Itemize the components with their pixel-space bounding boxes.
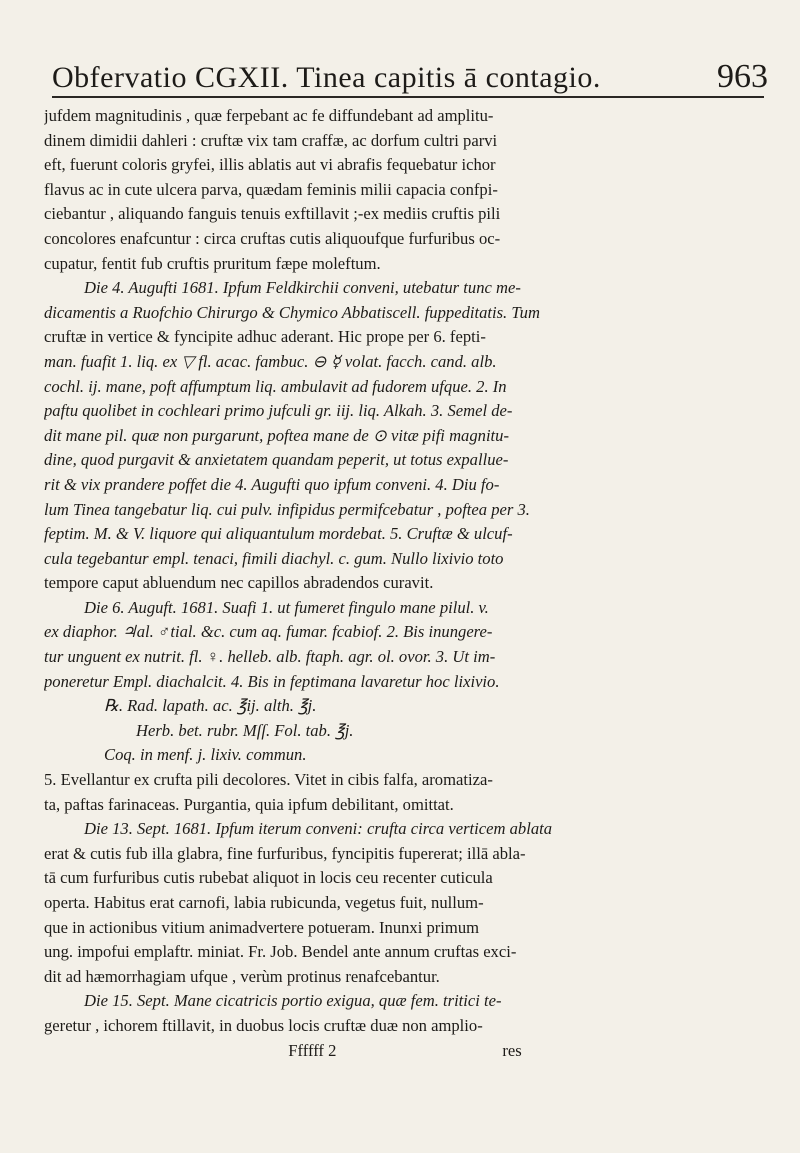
text-line: Die 15. Sept. Mane cicatricis portio exigua, quæ fem. tritici te- [84,991,502,1011]
text-line: jufdem magnitudinis , quæ ferpebant ac fe diffundebant ad amplitu- [44,106,494,125]
text-line: rit & vix prandere poffet die 4. Augufti quo ipfum conveni. 4. Diu fo- [44,474,500,494]
header-rule [52,96,764,98]
text-line: ung. impofui emplaftr. miniat. Fr. Job. Bendel ante annum cruftas exci- [44,942,517,962]
text-line: lum Tinea tangebatur liq. cui pulv. infipidus permifcebatur , poftea per 3. [44,499,530,519]
text-line: paftu quolibet in cochleari primo jufculi gr. iij. liq. Alkah. 3. Semel de- [44,401,513,421]
text-line: Die 4. Augufti 1681. Ipfum Feldkirchii conveni, utebatur tunc me- [84,278,521,298]
text-line: ex diaphor. ♃al. ♂tial. &c. cum aq. fumar. fcabiof. 2. Bis inungere- [44,622,493,642]
text-line: dicamentis a Ruofchio Chirurgo & Chymico Abbatiscell. fuppeditatis. Tum [44,302,540,322]
text-line: ta, paftas farinaceas. Purgantia, quia ipfum debilitant, omittat. [44,794,454,814]
text-line: flavus ac in cute ulcera parva, quædam feminis milii capacia confpi- [44,179,498,199]
body-text [44,104,766,1063]
text-line: cupatur, fentit fub cruftis pruritum fæpe moleftum. [44,253,381,273]
text-line: erat & cutis fub illa glabra, fine furfuribus, fyncipitis fupererat; illā abla- [44,843,526,863]
running-head-title: Obfervatio CGXII. Tinea capitis ā contagio. [52,61,601,94]
text-line: cruftæ in vertice & fyncipite adhuc aderant. Hic prope per 6. fepti- [44,327,486,347]
page-number: 963 [717,58,768,95]
text-line: dit ad hæmorrhagiam ufque , verùm protinus renafcebantur. [44,966,440,986]
text-line: 5. Evellantur ex crufta pili decolores. Vitet in cibis falfa, aromatiza- [44,770,493,790]
text-line: cochl. ij. mane, poft affumptum liq. ambulavit ad fudorem ufque. 2. In [44,376,507,396]
text-line: concolores enafcuntur : circa cruftas cutis aliquoufque furfuribus oc- [44,228,501,248]
text-line: Die 13. Sept. 1681. Ipfum iterum conveni: crufta circa verticem ablata [84,819,553,839]
text-line: dinem dimidii dahleri : cruftæ vix tam craffæ, ac dorfum cultri parvi [44,130,498,150]
text-line: ℞. Rad. lapath. ac. ℥ij. alth. ℥j. [104,696,317,716]
text-line: que in actionibus vitium animadvertere potueram. Inunxi primum [44,917,480,937]
text-line: tā cum furfuribus cutis rubebat aliquot in locis ceu recenter cuticula [44,868,493,888]
text-line: man. fuafit 1. liq. ex ▽ fl. acac. fambuc. ⊖ ☿ volat. facch. cand. alb. [44,351,497,371]
running-header [52,58,768,96]
text-line: tempore caput abluendum nec capillos abradendos curavit. [44,573,434,593]
text-line: operta. Habitus erat carnofi, labia rubicunda, vegetus fuit, nullum- [44,893,484,912]
text-line: cula tegebantur empl. tenaci, fimili diachyl. c. gum. Nullo lixivio toto [44,548,504,568]
text-line: Coq. in menf. j. lixiv. commun. [104,745,307,765]
text-line: tur unguent ex nutrit. fl. ♀. helleb. alb. ftaph. agr. ol. ovor. 3. Ut im- [44,647,496,667]
text-line: Ffffff 2 res [288,1040,522,1060]
text-line: Herb. bet. rubr. Mſſ. Fol. tab. ℥j. [136,720,354,740]
text-line: dit mane pil. quæ non purgarunt, poftea mane de ⊙ vitæ pifi magnitu- [44,425,509,445]
text-line: dine, quod purgavit & anxietatem quandam peperit, ut totus expallue- [44,450,509,470]
text-line: poneretur Empl. diachalcit. 4. Bis in feptimana lavaretur hoc lixivio. [44,671,500,691]
text-line: feptim. M. & V. liquore qui aliquantulum mordebat. 5. Cruftæ & ulcuf- [44,524,513,544]
text-line: ciebantur , aliquando fanguis tenuis exftillavit ;-ex mediis cruftis pili [44,204,501,224]
text-line: geretur , ichorem ftillavit, in duobus locis cruftæ duæ non amplio- [44,1015,483,1035]
text-line: eft, fuerunt coloris gryfei, illis ablatis aut vi abrafis fequebatur ichor [44,155,496,175]
text-line: Die 6. Auguft. 1681. Suafi 1. ut fumeret fingulo mane pilul. v. [84,597,489,617]
